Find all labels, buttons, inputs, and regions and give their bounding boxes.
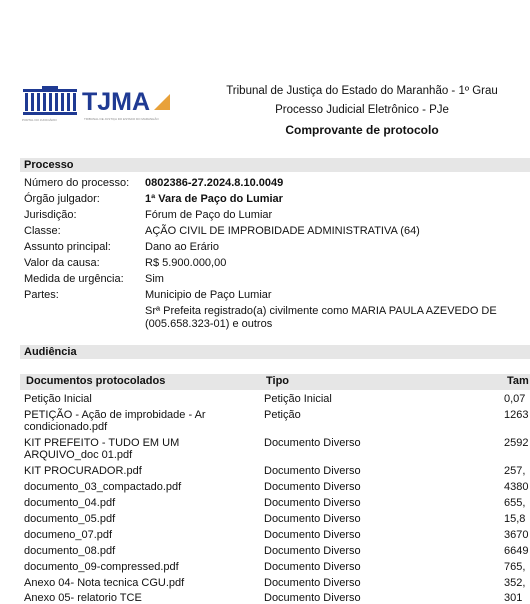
- courthouse-icon: [22, 86, 78, 116]
- table-row-doc: documento_05.pdf: [24, 513, 116, 525]
- process-number: 0802386-27.2024.8.10.0049: [145, 177, 284, 189]
- field-label: Partes:: [24, 289, 59, 301]
- case-value: R$ 5.900.000,00: [145, 257, 227, 269]
- col-tamanho: Tam: [507, 375, 529, 387]
- field-label: Órgão julgador:: [24, 193, 100, 205]
- table-row-doc: Anexo 04- Nota tecnica CGU.pdf: [24, 577, 185, 589]
- jurisdiction: Fórum de Paço do Lumiar: [145, 209, 273, 221]
- table-row-doc-cont: condicionado.pdf: [24, 421, 108, 433]
- table-row-doc-cont: ARQUIVO_doc 01.pdf: [24, 449, 133, 461]
- table-row-tipo: Documento Diverso: [264, 437, 361, 449]
- logo-caption-right: TRIBUNAL DE JUSTIÇA DO ESTADO DO MARANHÃO: [84, 117, 159, 121]
- table-row-tam: 6649: [504, 545, 529, 557]
- table-row-doc: KIT PROCURADOR.pdf: [24, 465, 142, 477]
- table-row-tipo: Petição Inicial: [264, 393, 332, 405]
- table-row-tam: 257,: [504, 465, 526, 477]
- logo-text: TJMA: [82, 88, 151, 116]
- court-organ: 1ª Vara de Paço do Lumiar: [145, 193, 283, 205]
- table-row-tipo: Documento Diverso: [264, 481, 361, 493]
- header-title: Comprovante de protocolo: [285, 123, 439, 137]
- table-row-tam: 15,8: [504, 513, 526, 525]
- table-row-doc: documento_08.pdf: [24, 545, 116, 557]
- table-row-doc: Anexo 05- relatorio TCE: [24, 592, 142, 604]
- urgency: Sim: [145, 273, 164, 285]
- table-row-tam: 765,: [504, 561, 526, 573]
- table-row-tam: 2592: [504, 437, 529, 449]
- field-label: Número do processo:: [24, 177, 130, 189]
- col-tipo: Tipo: [266, 375, 290, 387]
- table-row-tipo: Documento Diverso: [264, 545, 361, 557]
- table-row-tam: 3670: [504, 529, 529, 541]
- header-system: Processo Judicial Eletrônico - PJe: [275, 104, 449, 116]
- table-row-tam: 0,07: [504, 393, 526, 405]
- table-row-tam: 301: [504, 592, 523, 604]
- table-row-tipo: Documento Diverso: [264, 561, 361, 573]
- section-audiencia: Audiência: [20, 345, 530, 359]
- table-row-tam: 352,: [504, 577, 526, 589]
- table-row-tipo: Documento Diverso: [264, 592, 361, 604]
- field-label: Valor da causa:: [24, 257, 100, 269]
- table-row-tipo: Petição: [264, 409, 301, 421]
- table-row-tam: 1263: [504, 409, 529, 421]
- field-label: Classe:: [24, 225, 61, 237]
- table-row-doc: documento_03_compactado.pdf: [24, 481, 182, 493]
- main-subject: Dano ao Erário: [145, 241, 219, 253]
- section-processo: Processo: [20, 158, 530, 172]
- party-2: Srª Prefeita registrado(a) civilmente como MARIA PAULA AZEVEDO DE: [145, 305, 497, 317]
- col-documentos: Documentos protocolados: [26, 375, 166, 387]
- party-2-cpf: (005.658.323-01) e outros: [145, 318, 273, 330]
- field-label: Assunto principal:: [24, 241, 111, 253]
- table-row-tam: 4380: [504, 481, 529, 493]
- process-class: AÇÃO CIVIL DE IMPROBIDADE ADMINISTRATIVA (64): [145, 225, 420, 237]
- table-row-doc: documento_09-compressed.pdf: [24, 561, 179, 573]
- table-row-doc: Petição Inicial: [24, 393, 92, 405]
- table-row-doc: KIT PREFEITO - TUDO EM UM: [24, 437, 180, 449]
- field-label: Medida de urgência:: [24, 273, 124, 285]
- table-row-doc: documeno_07.pdf: [24, 529, 113, 541]
- field-label: Jurisdição:: [24, 209, 77, 221]
- table-row-doc: documento_04.pdf: [24, 497, 116, 509]
- table-row-tipo: Documento Diverso: [264, 465, 361, 477]
- table-row-tipo: Documento Diverso: [264, 513, 361, 525]
- documents-table-header: [20, 374, 530, 390]
- header-court: Tribunal de Justiça do Estado do Maranhão - 1º Grau: [226, 85, 498, 97]
- logo-caption-left: PORTAL DO JUDICIÁRIO: [22, 118, 57, 122]
- table-row-tam: 655,: [504, 497, 526, 509]
- tjma-logo: [22, 86, 172, 126]
- table-row-doc: PETIÇÃO - Ação de improbidade - Ar: [24, 409, 206, 421]
- table-row-tipo: Documento Diverso: [264, 497, 361, 509]
- table-row-tipo: Documento Diverso: [264, 529, 361, 541]
- party-1: Municipio de Paço Lumiar: [145, 289, 272, 301]
- table-row-tipo: Documento Diverso: [264, 577, 361, 589]
- logo-accent-icon: [152, 92, 172, 112]
